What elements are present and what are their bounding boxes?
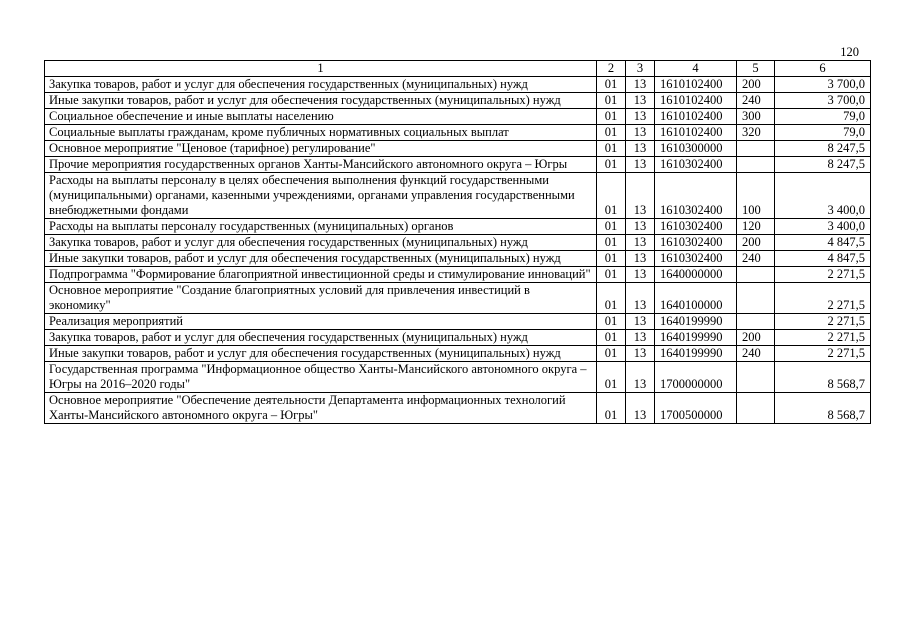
- row-target-code-cell: 1610102400: [655, 93, 737, 109]
- table-row: [45, 93, 871, 109]
- row-name-cell: Социальные выплаты гражданам, кроме публичных нормативных социальных выплат: [45, 125, 597, 141]
- row-name-cell: Прочие мероприятия государственных органов Ханты-Мансийского автономного округа – Югры: [45, 157, 597, 173]
- row-name-cell: Реализация мероприятий: [45, 314, 597, 330]
- row-section-cell: 01: [597, 267, 626, 283]
- row-amount-cell: 8 568,7: [775, 362, 871, 393]
- row-target-code-cell: 1610302400: [655, 219, 737, 235]
- row-amount-cell: 4 847,5: [775, 235, 871, 251]
- row-name-cell: Социальное обеспечение и иные выплаты населению: [45, 109, 597, 125]
- column-header-6: 6: [775, 61, 871, 77]
- row-expense-type-cell: 120: [737, 219, 775, 235]
- row-section-cell: 01: [597, 393, 626, 424]
- row-section-cell: 01: [597, 109, 626, 125]
- row-subsection-cell: 13: [626, 393, 655, 424]
- row-target-code-cell: 1610300000: [655, 141, 737, 157]
- row-amount-cell: 3 700,0: [775, 93, 871, 109]
- row-name-cell: Закупка товаров, работ и услуг для обеспечения государственных (муниципальных) нужд: [45, 330, 597, 346]
- row-section-cell: 01: [597, 235, 626, 251]
- row-amount-cell: 3 400,0: [775, 173, 871, 219]
- row-amount-cell: 2 271,5: [775, 267, 871, 283]
- row-section-cell: 01: [597, 141, 626, 157]
- table-row: [45, 283, 871, 314]
- row-amount-cell: 8 247,5: [775, 141, 871, 157]
- row-subsection-cell: 13: [626, 235, 655, 251]
- row-amount-cell: 3 400,0: [775, 219, 871, 235]
- row-section-cell: 01: [597, 283, 626, 314]
- page-number: 120: [840, 45, 859, 59]
- table-row: [45, 157, 871, 173]
- row-name-cell: Расходы на выплаты персоналу в целях обеспечения выполнения функций государственными (муниципальными) органами, казенными учреждениями, органами управления государственными внебюджетными фондами: [45, 173, 597, 219]
- table-row: [45, 393, 871, 424]
- row-subsection-cell: 13: [626, 77, 655, 93]
- row-expense-type-cell: [737, 141, 775, 157]
- row-expense-type-cell: [737, 362, 775, 393]
- row-name-cell: Государственная программа "Информационное общество Ханты-Мансийского автономного округа – Югры на 2016–2020 годы": [45, 362, 597, 393]
- row-amount-cell: 4 847,5: [775, 251, 871, 267]
- column-header-5: 5: [737, 61, 775, 77]
- row-target-code-cell: 1640199990: [655, 314, 737, 330]
- row-expense-type-cell: [737, 157, 775, 173]
- row-target-code-cell: 1640199990: [655, 330, 737, 346]
- row-subsection-cell: 13: [626, 173, 655, 219]
- row-expense-type-cell: 300: [737, 109, 775, 125]
- row-amount-cell: 79,0: [775, 125, 871, 141]
- row-subsection-cell: 13: [626, 362, 655, 393]
- row-expense-type-cell: 200: [737, 77, 775, 93]
- row-subsection-cell: 13: [626, 314, 655, 330]
- row-section-cell: 01: [597, 314, 626, 330]
- row-target-code-cell: 1640000000: [655, 267, 737, 283]
- budget-table: [44, 60, 871, 424]
- table-row: [45, 173, 871, 219]
- row-amount-cell: 2 271,5: [775, 314, 871, 330]
- row-subsection-cell: 13: [626, 346, 655, 362]
- row-section-cell: 01: [597, 346, 626, 362]
- row-amount-cell: 8 247,5: [775, 157, 871, 173]
- row-section-cell: 01: [597, 173, 626, 219]
- row-section-cell: 01: [597, 77, 626, 93]
- row-expense-type-cell: [737, 314, 775, 330]
- row-name-cell: Иные закупки товаров, работ и услуг для обеспечения государственных (муниципальных) нужд: [45, 346, 597, 362]
- column-header-3: 3: [626, 61, 655, 77]
- table-row: [45, 235, 871, 251]
- row-target-code-cell: 1610102400: [655, 125, 737, 141]
- row-name-cell: Основное мероприятие "Обеспечение деятельности Департамента информационных технологий Ханты-Мансийского автономного округа – Югры": [45, 393, 597, 424]
- row-section-cell: 01: [597, 157, 626, 173]
- row-section-cell: 01: [597, 330, 626, 346]
- row-amount-cell: 8 568,7: [775, 393, 871, 424]
- row-name-cell: Подпрограмма "Формирование благоприятной инвестиционной среды и стимулирование инноваций": [45, 267, 597, 283]
- row-target-code-cell: 1700000000: [655, 362, 737, 393]
- row-subsection-cell: 13: [626, 267, 655, 283]
- table-row: [45, 125, 871, 141]
- row-expense-type-cell: 100: [737, 173, 775, 219]
- row-section-cell: 01: [597, 219, 626, 235]
- row-expense-type-cell: 200: [737, 330, 775, 346]
- row-amount-cell: 2 271,5: [775, 346, 871, 362]
- row-subsection-cell: 13: [626, 330, 655, 346]
- table-row: [45, 314, 871, 330]
- row-section-cell: 01: [597, 93, 626, 109]
- table-row: [45, 251, 871, 267]
- table-row: [45, 267, 871, 283]
- row-name-cell: Основное мероприятие "Ценовое (тарифное) регулирование": [45, 141, 597, 157]
- row-name-cell: Иные закупки товаров, работ и услуг для обеспечения государственных (муниципальных) нужд: [45, 251, 597, 267]
- row-target-code-cell: 1700500000: [655, 393, 737, 424]
- row-target-code-cell: 1610302400: [655, 235, 737, 251]
- row-name-cell: Иные закупки товаров, работ и услуг для обеспечения государственных (муниципальных) нужд: [45, 93, 597, 109]
- table-header-row: [45, 61, 871, 77]
- row-target-code-cell: 1610302400: [655, 173, 737, 219]
- row-amount-cell: 3 700,0: [775, 77, 871, 93]
- table-row: [45, 346, 871, 362]
- row-amount-cell: 2 271,5: [775, 283, 871, 314]
- table-row: [45, 109, 871, 125]
- row-subsection-cell: 13: [626, 283, 655, 314]
- row-amount-cell: 79,0: [775, 109, 871, 125]
- row-target-code-cell: 1610302400: [655, 157, 737, 173]
- row-expense-type-cell: [737, 393, 775, 424]
- row-target-code-cell: 1610102400: [655, 77, 737, 93]
- row-amount-cell: 2 271,5: [775, 330, 871, 346]
- row-target-code-cell: 1640100000: [655, 283, 737, 314]
- row-expense-type-cell: [737, 283, 775, 314]
- row-expense-type-cell: 200: [737, 235, 775, 251]
- row-target-code-cell: 1610102400: [655, 109, 737, 125]
- row-expense-type-cell: 240: [737, 346, 775, 362]
- row-section-cell: 01: [597, 251, 626, 267]
- row-subsection-cell: 13: [626, 93, 655, 109]
- row-name-cell: Закупка товаров, работ и услуг для обеспечения государственных (муниципальных) нужд: [45, 235, 597, 251]
- row-subsection-cell: 13: [626, 219, 655, 235]
- row-section-cell: 01: [597, 125, 626, 141]
- column-header-1: 1: [45, 61, 597, 77]
- column-header-4: 4: [655, 61, 737, 77]
- row-expense-type-cell: 320: [737, 125, 775, 141]
- table-row: [45, 77, 871, 93]
- row-expense-type-cell: [737, 267, 775, 283]
- row-target-code-cell: 1640199990: [655, 346, 737, 362]
- row-subsection-cell: 13: [626, 109, 655, 125]
- row-name-cell: Основное мероприятие "Создание благоприятных условий для привлечения инвестиций в экономику": [45, 283, 597, 314]
- row-expense-type-cell: 240: [737, 251, 775, 267]
- row-subsection-cell: 13: [626, 141, 655, 157]
- row-expense-type-cell: 240: [737, 93, 775, 109]
- row-subsection-cell: 13: [626, 125, 655, 141]
- table-row: [45, 330, 871, 346]
- table-row: [45, 219, 871, 235]
- row-target-code-cell: 1610302400: [655, 251, 737, 267]
- row-name-cell: Расходы на выплаты персоналу государственных (муниципальных) органов: [45, 219, 597, 235]
- row-name-cell: Закупка товаров, работ и услуг для обеспечения государственных (муниципальных) нужд: [45, 77, 597, 93]
- table-row: [45, 362, 871, 393]
- row-subsection-cell: 13: [626, 251, 655, 267]
- column-header-2: 2: [597, 61, 626, 77]
- row-section-cell: 01: [597, 362, 626, 393]
- table-row: [45, 141, 871, 157]
- row-subsection-cell: 13: [626, 157, 655, 173]
